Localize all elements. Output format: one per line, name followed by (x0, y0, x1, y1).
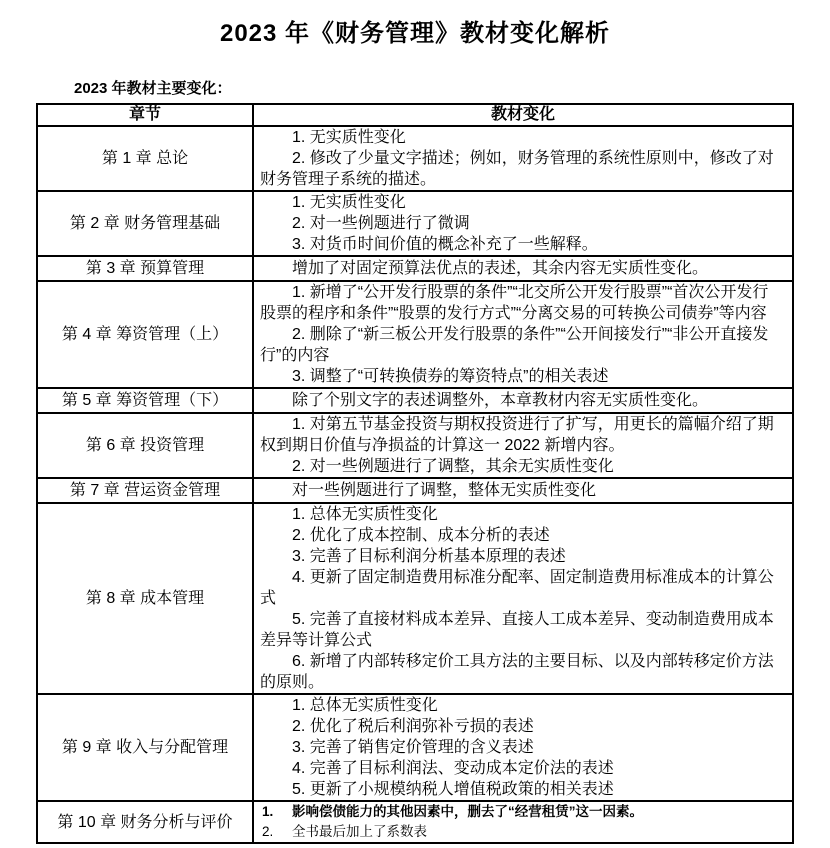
changes-cell (253, 478, 793, 503)
changes-cell (253, 413, 793, 478)
chapter-cell: 第 1 章 总论 (37, 126, 253, 191)
change-item: 2. 优化了税后利润弥补亏损的表述 (292, 718, 534, 735)
change-item: 6. 新增了内部转移定价工具方法的主要目标、以及内部转移定价方法的原则。 (260, 653, 774, 691)
changes-cell (253, 126, 793, 191)
chapter-cell: 第 7 章 营运资金管理 (37, 478, 253, 503)
change-item: 1. 无实质性变化 (292, 129, 406, 146)
change-item: 对一些例题进行了调整，整体无实质性变化 (292, 482, 597, 499)
change-item: 除了个别文字的表述调整外，本章教材内容无实质性变化。 (292, 392, 709, 409)
change-item: 3. 调整了“可转换债券的筹资特点”的相关表述 (292, 368, 609, 385)
change-item: 2. 修改了少量文字描述；例如，财务管理的系统性原则中，修改了对财务管理子系统的描述。 (260, 150, 774, 188)
chapter-cell: 第 8 章 成本管理 (37, 503, 253, 694)
change-item: 1. 无实质性变化 (292, 194, 406, 211)
table-row (37, 256, 793, 281)
change-item: 3. 完善了目标利润分析基本原理的表述 (292, 548, 566, 565)
chapter-cell: 第 6 章 投资管理 (37, 413, 253, 478)
change-item: 4. 更新了固定制造费用标准分配率、固定制造费用标准成本的计算公式 (260, 569, 774, 607)
table-row (37, 503, 793, 694)
chapter-cell: 第 2 章 财务管理基础 (37, 191, 253, 256)
change-item: 2. 对一些例题进行了调整，其余无实质性变化 (292, 458, 614, 475)
change-item (260, 822, 784, 842)
item-text: 全书最后加上了系数表 (292, 824, 427, 839)
change-item (260, 802, 784, 822)
change-item: 1. 总体无实质性变化 (292, 697, 438, 714)
table-row (37, 191, 793, 256)
change-item: 2. 优化了成本控制、成本分析的表述 (292, 527, 550, 544)
change-item: 1. 新增了“公开发行股票的条件”“北交所公开发行股票”“首次公开发行股票的程序和条件”“股票的发行方式”“分离交易的可转换公司债券”等内容 (260, 284, 769, 322)
change-item: 1. 对第五节基金投资与期权投资进行了扩写，用更长的篇幅介绍了期权到期日价值与净损益的计算这一 2022 新增内容。 (260, 416, 774, 454)
changes-cell (253, 503, 793, 694)
changes-cell (253, 694, 793, 801)
page-title: 2023 年《财务管理》教材变化解析 (219, 20, 611, 47)
changes-cell (253, 388, 793, 413)
table-row (37, 413, 793, 478)
item-text: 影响偿债能力的其他因素中，删去了“经营租赁”这一因素。 (292, 804, 643, 819)
chapter-cell: 第 10 章 财务分析与评价 (37, 801, 253, 843)
chapter-cell: 第 3 章 预算管理 (37, 256, 253, 281)
changes-cell (253, 256, 793, 281)
section-label: 2023 年教材主要变化： (74, 80, 232, 97)
column-header-changes: 教材变化 (253, 104, 793, 126)
change-item: 增加了对固定预算法优点的表述，其余内容无实质性变化。 (292, 260, 709, 277)
table-row (37, 388, 793, 413)
changes-table (36, 103, 794, 844)
table-row (37, 694, 793, 801)
table-header-row (37, 104, 793, 126)
change-item: 2. 对一些例题进行了微调 (292, 215, 470, 232)
column-header-chapter: 章节 (37, 104, 253, 126)
change-item: 3. 对货币时间价值的概念补充了一些解释。 (292, 236, 598, 253)
table-row (37, 801, 793, 843)
changes-cell (253, 191, 793, 256)
changes-cell (253, 801, 793, 843)
change-item: 5. 更新了小规模纳税人增值税政策的相关表述 (292, 781, 614, 798)
chapter-cell: 第 4 章 筹资管理（上） (37, 281, 253, 388)
chapter-cell: 第 9 章 收入与分配管理 (37, 694, 253, 801)
chapter-cell: 第 5 章 筹资管理（下） (37, 388, 253, 413)
item-number: 1. (262, 804, 274, 819)
change-item: 2. 删除了“新三板公开发行股票的条件”“公开间接发行”“非公开直接发行”的内容 (260, 326, 769, 364)
change-item: 3. 完善了销售定价管理的含义表述 (292, 739, 534, 756)
table-row (37, 281, 793, 388)
table-row (37, 126, 793, 191)
changes-cell (253, 281, 793, 388)
table-row (37, 478, 793, 503)
change-item: 5. 完善了直接材料成本差异、直接人工成本差异、变动制造费用成本差异等计算公式 (260, 611, 774, 649)
change-item: 1. 总体无实质性变化 (292, 506, 438, 523)
item-number: 2. (262, 824, 274, 839)
change-item: 4. 完善了目标利润法、变动成本定价法的表述 (292, 760, 614, 777)
